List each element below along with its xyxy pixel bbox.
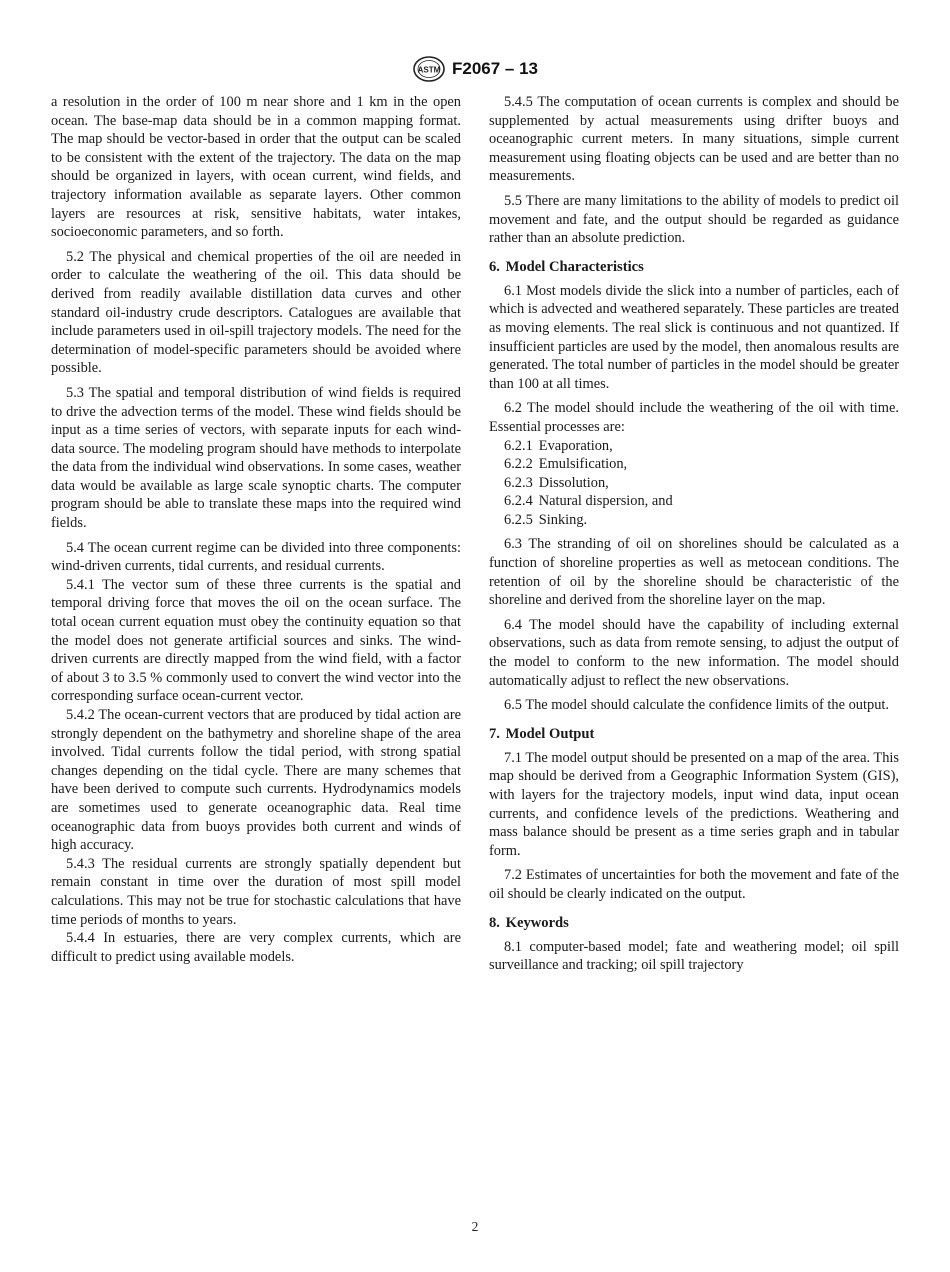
section-heading-8 xyxy=(489,914,899,932)
section-title: Model Characteristics xyxy=(505,258,644,275)
paragraph-6-4: 6.4 The model should have the capability of including external observations, such as data from remote sensing, to adjust the output of the model to conform to the new information. The model should automatically adjust to reflect the new observations. xyxy=(489,616,899,689)
item-text: Evaporation, xyxy=(538,437,613,454)
section-title: Model Output xyxy=(505,725,595,742)
page-header xyxy=(0,54,950,84)
paragraph-5-5: 5.5 There are many limitations to the ability of models to predict oil movement and fate, and the output should be regarded as guidance rather than an absolute prediction. xyxy=(489,192,899,247)
paragraph-6-3: 6.3 The stranding of oil on shorelines should be calculated as a function of shoreline properties as well as metocean conditions. The retention of oil by the shoreline should be characteristic of the shoreline and derived from the shoreline layer on the map. xyxy=(489,536,899,609)
paragraph-6-5: 6.5 The model should calculate the confidence limits of the output. xyxy=(504,697,889,714)
right-column xyxy=(489,93,899,981)
paragraph-5-4-2: 5.4.2 The ocean-current vectors that are produced by tidal action are strongly dependent on the bathymetry and shoreline shape of the area involved. Tidal currents follow the tidal period, with strong spatial changes depending on the tidal cycle. There are many schemes that have been derived to compute such currents. Hydrodynamics models are sometimes used to generate oceanographic data. Real time oceanographic data from buoys provides both current and winds of high accuracy. xyxy=(51,707,461,854)
astm-logo-icon xyxy=(412,55,446,83)
paragraph-7-2: 7.2 Estimates of uncertainties for both the movement and fate of the oil should be clearly indicated on the output. xyxy=(489,867,899,902)
page-number: 2 xyxy=(471,1219,479,1234)
paragraph-7-1: 7.1 The model output should be presented on a map of the area. This map should be derived from a Geographic Information System (GIS), with layers for the trajectory models, input wind data, input ocean currents, and confidence levels of the predictions. Weathering and mass balance should be present as a time series graph and in tabular form. xyxy=(489,749,899,859)
item-text: Emulsification, xyxy=(538,456,628,473)
paragraph-5-4-4: 5.4.4 In estuaries, there are very complex currents, which are difficult to predict using available models. xyxy=(51,930,461,965)
item-text: Sinking. xyxy=(538,511,588,528)
paragraph-5-4-1: 5.4.1 The vector sum of these three currents is the spatial and temporal driving force that moves the oil on the ocean surface. The total ocean current equation must obey the continuity equation so that the model does not generate artificial sources and sinks. The wind-driven currents are directly mapped from the wind field, with a factor of about 3 to 3.5 % commonly used to convert the wind vector into the corresponding surface ocean-current vector. xyxy=(51,576,461,705)
paragraph-5-4-3: 5.4.3 The residual currents are strongly spatially dependent but remain constant in time over the duration of most spill model calculations. This may not be true for stochastic calculations that have time periods of months to years. xyxy=(51,855,461,928)
standard-designation: F2067 – 13 xyxy=(451,59,538,78)
section-title: Keywords xyxy=(505,914,569,931)
list-item xyxy=(489,492,899,511)
list-item xyxy=(489,511,899,530)
item-number: 6.2.2 xyxy=(504,456,533,473)
section-number: 8. xyxy=(489,914,500,931)
item-text: Natural dispersion, and xyxy=(538,493,673,510)
list-item xyxy=(489,474,899,493)
item-number: 6.2.3 xyxy=(504,474,533,491)
item-number: 6.2.4 xyxy=(504,493,533,510)
list-item xyxy=(489,455,899,474)
left-column xyxy=(51,93,461,966)
item-text: Dissolution, xyxy=(538,474,609,491)
paragraph-6-2: 6.2 The model should include the weathering of the oil with time. Essential processes are: xyxy=(489,400,899,435)
paragraph-5-2: 5.2 The physical and chemical properties of the oil are needed in order to calculate the weathering of the oil. This data should be derived from readily available distillation data curves and other standard oil-industry crude descriptors. Catalogues are available that include parameters used in oil-spill trajectory models. The need for the determination of model-specific parameters should be avoided where possible. xyxy=(51,248,461,377)
paragraph-5-4-5: 5.4.5 The computation of ocean currents is complex and should be supplemented by actual measurements using drifter buoys and oceanographic current meters. In many situations, simple current measurement using floating objects can be used and are better than no measurements. xyxy=(489,94,899,185)
paragraph-6-1: 6.1 Most models divide the slick into a number of particles, each of which is advected and weathered separately. These particles are treated as moving elements. The real slick is continuous and not quantized. If insufficient particles are used by the model, then anomalous results are generated. The total number of particles in the model should be greater than 100 at all times. xyxy=(489,282,899,392)
section-number: 7. xyxy=(489,725,500,742)
list-item xyxy=(489,437,899,456)
paragraph-8-1: 8.1 computer-based model; fate and weathering model; oil spill surveillance and tracking; oil spill trajectory xyxy=(489,938,899,974)
paragraph-5-1-continued: a resolution in the order of 100 m near shore and 1 km in the open ocean. The base-map data should be in a common mapping format. The map should be vector-based in order that the output can be scaled to be consistent with the extent of the trajectory. The data on the map should be organized in layers, with ocean current, wind fields, and trajectory information available as separate layers. Other common layers are resources at risk, sensitive habitats, water intakes, socioeconomic parameters, and so forth. xyxy=(51,94,461,241)
logo-text: ASTM xyxy=(417,65,441,75)
item-number: 6.2.1 xyxy=(504,437,533,454)
section-heading-7 xyxy=(489,725,899,743)
item-number: 6.2.5 xyxy=(504,511,533,528)
section-heading-6 xyxy=(489,258,899,276)
section-number: 6. xyxy=(489,258,500,275)
weathering-process-list xyxy=(489,437,899,530)
paragraph-5-4: 5.4 The ocean current regime can be divided into three components: wind-driven currents, tidal currents, and residual currents. xyxy=(51,539,461,575)
paragraph-5-3: 5.3 The spatial and temporal distribution of wind fields is required to drive the advection terms of the model. These wind fields should be input as a time series of vectors, with separate inputs for each wind-data source. The modeling program should have methods to interpolate the data from the individual wind observations. In some cases, weather data would be available as large scale synoptic charts. The computer program should be able to translate these maps into the required wind fields. xyxy=(51,384,461,532)
